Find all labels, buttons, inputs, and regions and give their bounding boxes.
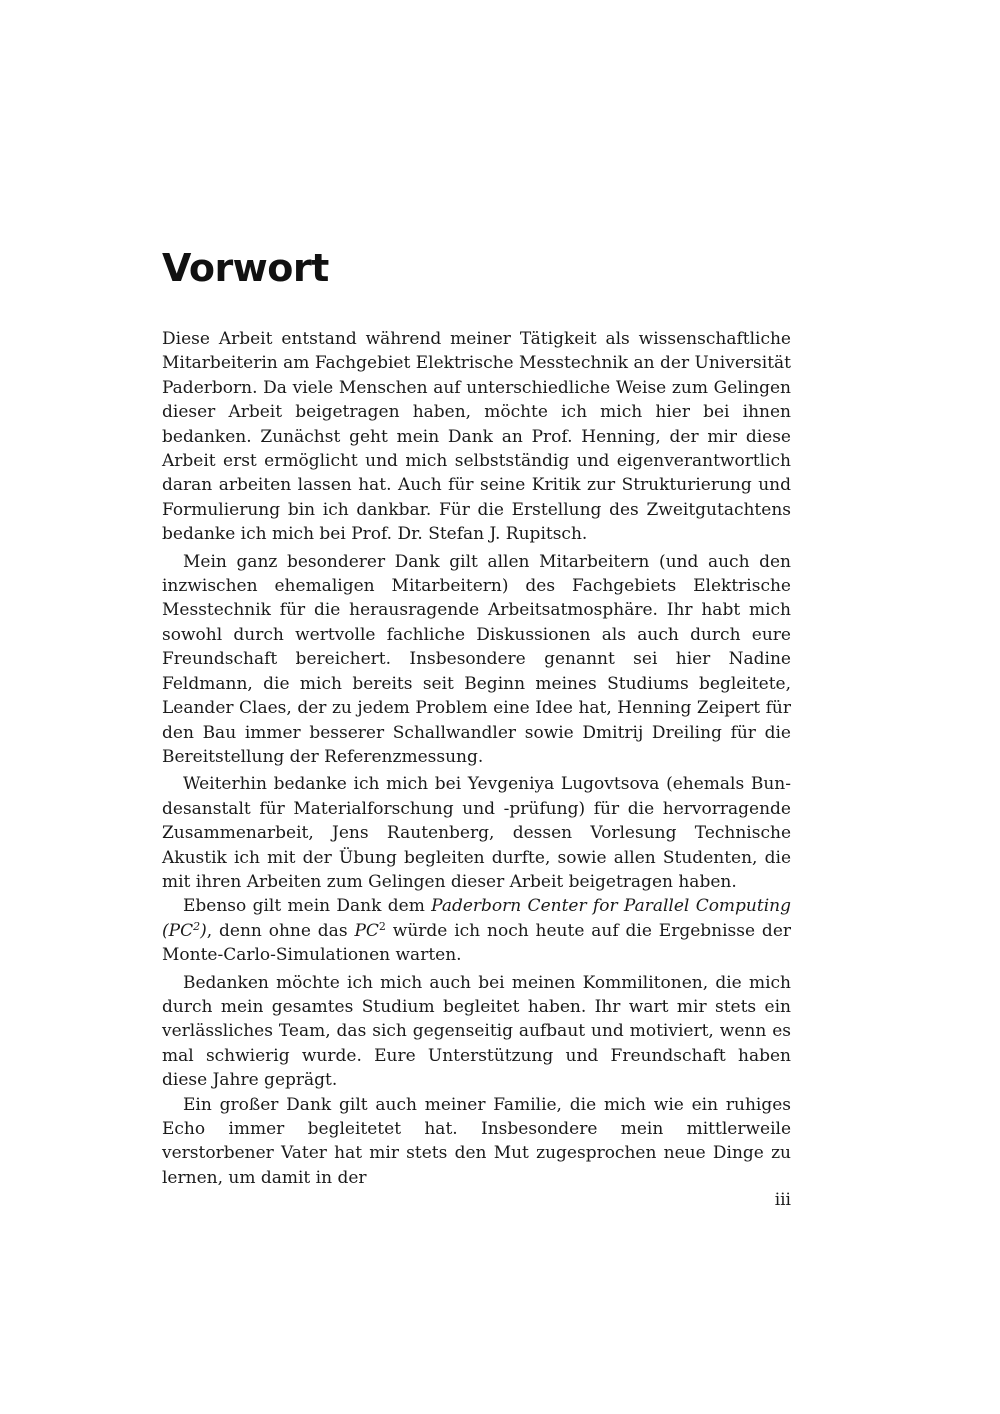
paragraph-4-after: würde ich noch heute auf die Ergebnisse der Monte-Carlo-Simulationen warten. [162,920,792,966]
abbreviation: PC [354,920,379,941]
chapter-title: Vorwort [162,246,329,290]
paragraph-2: Mein ganz besonderer Dank gilt allen Mitarbeitern (und auch den inzwischen ehemaligen Mitarbeitern) des Fachgebiets Elektrische Messtechnik für die herausragende Arbeitsatmosphäre. Ihr habt mich sowohl durch wertvolle fachliche Diskussionen als auch durch eure Freundschaft bereichert. Insbesondere genannt sei hier Nadine Feldmann, die mich bereits seit Beginn meines Studiums begleitete, Leander Claes, der zu jedem Problem eine Idee hat, Henning Zeipert für den Bau immer besserer Schallwandler sowie Dmitrij Dreiling für die Bereitstellung der Referenzmessung. [162,551,791,767]
paragraph-4-middle: , denn ohne das [206,920,355,941]
paragraph-6: Ein großer Dank gilt auch meiner Familie, die mich wie ein ruhiges Echo immer begleitetet hat. Insbesondere mein mittlerweile verstorbener Vater hat mir stets den Mut zugesprochen neue Dinge zu lernen, um damit in der [162,1094,791,1188]
paragraph-5: Bedanken möchte ich mich auch bei meinen Kommilitonen, die mich durch mein gesamtes Studium begleitet haben. Ihr wart mir stets ein verlässliches Team, das sich gegenseitig aufbaut und motiviert, wenn es mal schwierig wurde. Eure Unterstützung und Freundschaft haben diese Jahre geprägt. [162,972,791,1091]
emphasis-text: Paderborn Center for Parallel Computing (PC [162,896,791,941]
page-number: iii [774,1190,791,1210]
emphasis-superscript: 2 [193,919,201,933]
body-text [162,327,791,1190]
emphasis-close: ) [200,920,207,941]
paragraph-4-before: Ebenso gilt mein Dank dem [183,896,432,917]
paragraph-4 [162,894,791,967]
paragraph-3: Weiterhin bedanke ich mich bei Yevgeniya Lugovtsova (ehemals Bundesanstalt für Materialforschung und -prüfung) für die hervorragende Zusammenarbeit, Jens Rautenberg, dessen Vorlesung Technische Akustik ich mit der Übung begleiten durfte, sowie allen Studenten, die mit ihren Arbeiten zum Gelingen dieser Arbeit beigetragen haben. [162,774,791,892]
paragraph-1: Diese Arbeit entstand während meiner Tätigkeit als wissenschaftliche Mitarbeiterin am Fachgebiet Elektrische Messtechnik an der Universität Paderborn. Da viele Menschen auf unterschiedliche Weise zum Gelingen dieser Arbeit beigetragen haben, möchte ich mich hier bei ihnen bedanken. Zunächst geht mein Dank an Prof. Henning, der mir diese Arbeit erst ermöglicht und mich selbstständig und eigenverantwortlich daran arbeiten lassen hat. Auch für seine Kritik zur Strukturierung und Formulierung bin ich dankbar. Für die Erstellung des Zweitgutachtens bedanke ich mich bei Prof. Dr. Stefan J. Rupitsch. [162,329,791,545]
abbreviation-superscript: 2 [378,919,386,933]
